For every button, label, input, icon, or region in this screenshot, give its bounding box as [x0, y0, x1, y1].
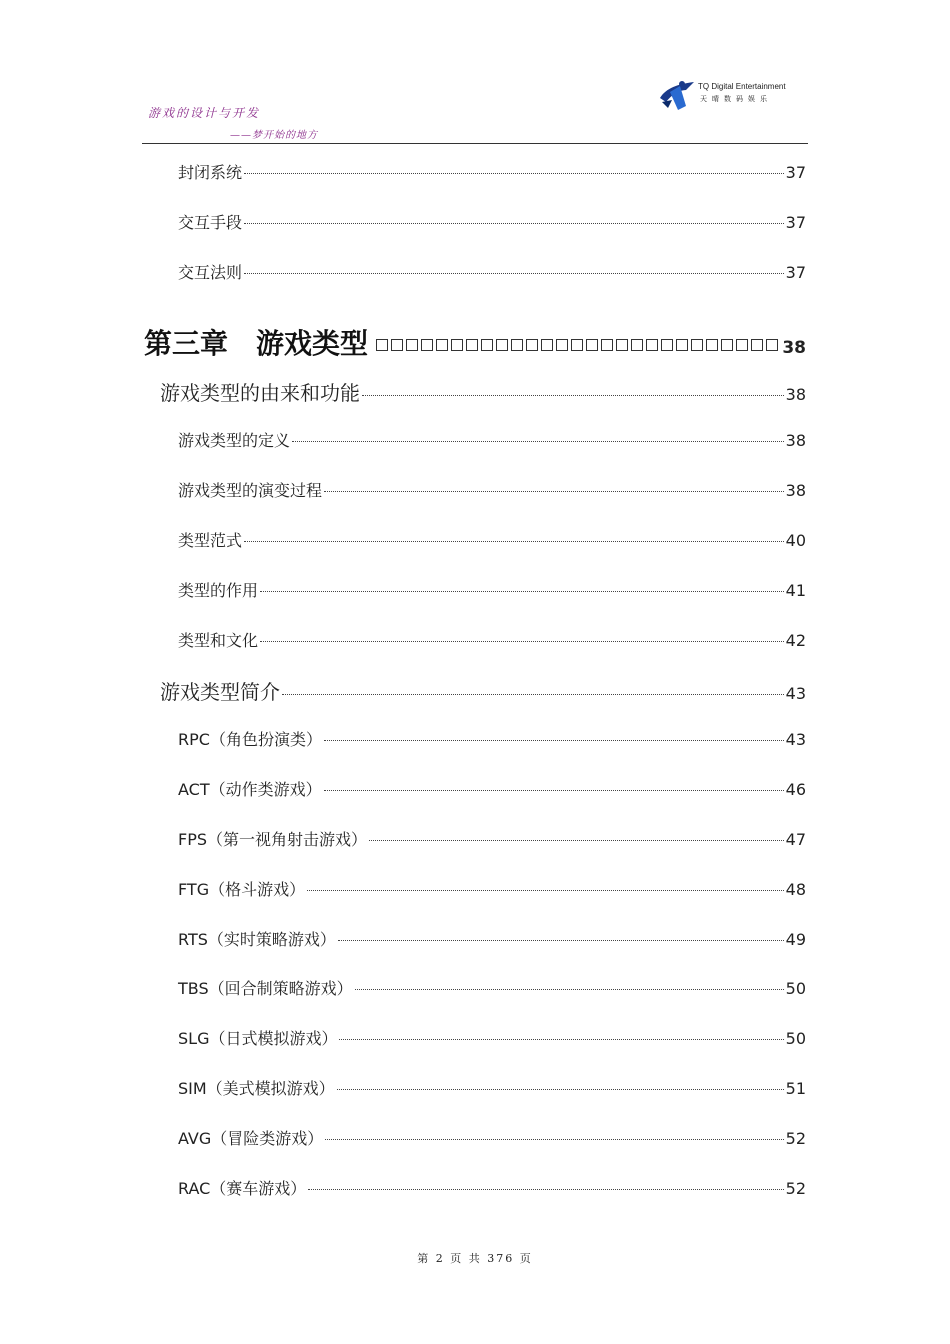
toc-page-number: 51 [785, 1079, 806, 1098]
leader-box [451, 339, 463, 351]
toc-leader-dots [324, 790, 784, 791]
toc-entry-label: 类型范式 [178, 531, 243, 550]
toc-page-number: 48 [785, 880, 806, 899]
toc-entry[interactable] [178, 478, 806, 501]
leader-box [616, 339, 628, 351]
toc-page-number: 38 [782, 338, 806, 358]
toc-page-number: 37 [785, 213, 806, 232]
toc-leader-dots [244, 541, 784, 542]
toc-page-number: 38 [785, 385, 806, 404]
toc-entry[interactable] [178, 578, 806, 601]
toc-entry-label: FPS（第一视角射击游戏） [178, 830, 368, 849]
toc-entry-label: ACT（动作类游戏） [178, 780, 322, 799]
toc-entry-label: 类型和文化 [178, 631, 259, 650]
toc-page-number: 52 [785, 1129, 806, 1148]
leader-box [406, 339, 418, 351]
toc-leader-dots [260, 641, 784, 642]
toc-entry[interactable] [178, 628, 806, 651]
toc-leader-dots [260, 591, 784, 592]
leader-box [526, 339, 538, 351]
toc-entry[interactable] [178, 528, 806, 551]
leader-box [751, 339, 763, 351]
leader-box [481, 339, 493, 351]
toc-entry[interactable] [178, 160, 806, 183]
leader-box [586, 339, 598, 351]
toc-entry-label: RAC（赛车游戏） [178, 1179, 307, 1198]
toc-entry[interactable] [178, 1126, 806, 1149]
toc-leader-dots [355, 989, 784, 990]
toc-entry-label: SLG（日式模拟游戏） [178, 1029, 338, 1048]
toc-page-number: 38 [785, 431, 806, 450]
toc-page-number: 50 [785, 979, 806, 998]
toc-entry[interactable] [178, 428, 806, 451]
leader-box [721, 339, 733, 351]
leader-box [646, 339, 658, 351]
toc-entry[interactable] [178, 210, 806, 233]
toc-chapter-label [144, 322, 368, 362]
toc-entry-label: 游戏类型的由来和功能 [160, 381, 360, 405]
header-divider [142, 143, 808, 144]
logo-emblem-icon [656, 76, 698, 112]
leader-box [676, 339, 688, 351]
page-footer: 第 2 页 共 376 页 [417, 1252, 533, 1265]
toc-leader-dots [339, 1039, 783, 1040]
toc-entry[interactable] [178, 727, 806, 750]
toc-entry[interactable] [178, 777, 806, 800]
toc-leader-dots [337, 1089, 784, 1090]
logo-text-cn: 天晴数码娱乐 [700, 95, 772, 103]
toc-page-number: 41 [785, 581, 806, 600]
toc-leader-dots [307, 890, 784, 891]
leader-box [661, 339, 673, 351]
toc-section-entry[interactable] [160, 676, 806, 705]
toc-page-number: 43 [785, 730, 806, 749]
toc-entry-label: 交互手段 [178, 213, 243, 232]
toc-entry-label: TBS（回合制策略游戏） [178, 979, 353, 998]
leader-box [466, 339, 478, 351]
toc-entry-label: RTS（实时策略游戏） [178, 930, 336, 949]
leader-box [421, 339, 433, 351]
toc-entry[interactable] [178, 1176, 806, 1199]
toc-leader-dots [292, 441, 784, 442]
header-title: 游戏的设计与开发 [148, 106, 261, 120]
leader-box [601, 339, 613, 351]
toc-entry[interactable] [178, 1026, 806, 1049]
toc-page-number: 37 [785, 263, 806, 282]
toc-section-entry[interactable] [160, 377, 806, 406]
leader-box [391, 339, 403, 351]
leader-box [541, 339, 553, 351]
leader-box [631, 339, 643, 351]
leader-box [376, 339, 388, 351]
toc-leader-dots [324, 491, 784, 492]
toc-leader-dots [244, 173, 784, 174]
toc-page-number: 40 [785, 531, 806, 550]
leader-box [556, 339, 568, 351]
toc-entry-label: 游戏类型的演变过程 [178, 481, 323, 500]
leader-box [571, 339, 583, 351]
logo-text-en: TQ Digital Entertainment [698, 82, 786, 91]
toc-entry-label: AVG（冒险类游戏） [178, 1129, 324, 1148]
chapter-number: 第三章 [144, 327, 229, 360]
leader-box [736, 339, 748, 351]
toc-entry[interactable] [178, 927, 806, 950]
toc-page-number: 43 [785, 684, 806, 703]
toc-entry-label: 游戏类型的定义 [178, 431, 291, 450]
toc-entry[interactable] [178, 1076, 806, 1099]
toc-page-number: 47 [785, 830, 806, 849]
leader-box [436, 339, 448, 351]
toc-entry-label: RPC（角色扮演类） [178, 730, 322, 749]
toc-entry[interactable] [178, 827, 806, 850]
leader-box [691, 339, 703, 351]
toc-entry[interactable] [178, 260, 806, 283]
toc-leader-dots [325, 1139, 783, 1140]
toc-page-number: 46 [785, 780, 806, 799]
header-subtitle: ——梦开始的地方 [230, 130, 318, 141]
toc-entry[interactable] [178, 877, 806, 900]
leader-box [511, 339, 523, 351]
chapter-title: 游戏类型 [256, 327, 369, 360]
leader-box [496, 339, 508, 351]
toc-leader-dots [244, 223, 784, 224]
company-logo [656, 76, 806, 116]
toc-entry-label: FTG（格斗游戏） [178, 880, 306, 899]
toc-leader-boxes [376, 339, 780, 351]
toc-leader-dots [324, 740, 784, 741]
leader-box [706, 339, 718, 351]
toc-page-number: 49 [785, 930, 806, 949]
header-left [148, 104, 318, 141]
toc-page-number: 42 [785, 631, 806, 650]
toc-leader-dots [308, 1189, 783, 1190]
toc-leader-dots [244, 273, 784, 274]
toc-entry-label: 交互法则 [178, 263, 243, 282]
leader-box [766, 339, 778, 351]
toc-page-number: 37 [785, 163, 806, 182]
toc-leader-dots [338, 940, 784, 941]
toc-leader-dots [282, 694, 784, 695]
toc-chapter-entry[interactable] [144, 322, 806, 362]
toc-page-number: 38 [785, 481, 806, 500]
toc-entry-label: 封闭系统 [178, 163, 243, 182]
toc-page-number: 52 [785, 1179, 806, 1198]
toc-leader-dots [369, 840, 784, 841]
toc-entry-label: 类型的作用 [178, 581, 259, 600]
toc-leader-dots [362, 395, 784, 396]
toc-entry-label: 游戏类型简介 [160, 680, 280, 704]
toc-page-number: 50 [785, 1029, 806, 1048]
toc-entry[interactable] [178, 976, 806, 999]
toc-entry-label: SIM（美式模拟游戏） [178, 1079, 335, 1098]
